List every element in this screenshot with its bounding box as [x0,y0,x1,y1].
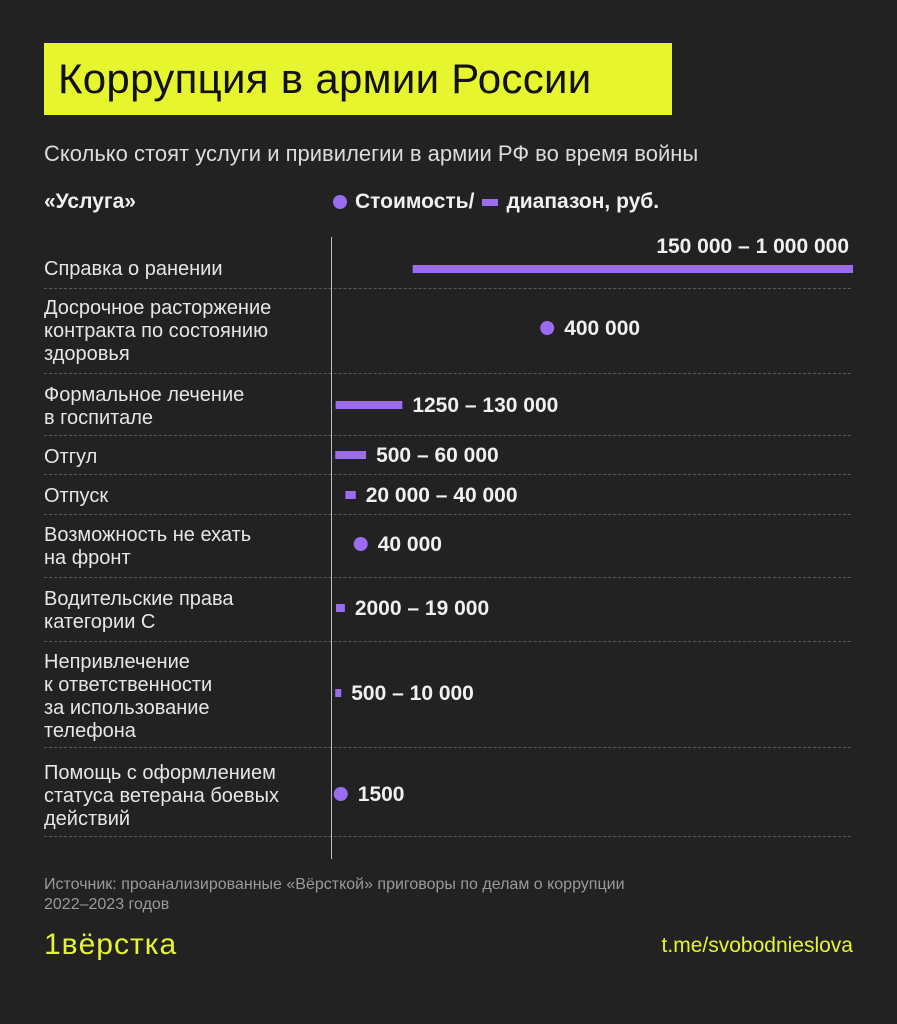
source-line-2: 2022–2023 годов [44,896,170,913]
brand-logo: 1вёрстка [44,928,178,961]
value-label: 500 – 10 000 [351,682,474,705]
value-label: 150 000 – 1 000 000 [656,235,849,258]
row-label-line: к ответственности [44,674,213,696]
value-label: 20 000 – 40 000 [365,484,518,507]
row-label-line: Возможность не ехать [44,524,252,546]
value-label: 1250 – 130 000 [412,394,559,417]
subtitle: Сколько стоят услуги и привилегии в армии РФ во время войны [44,141,699,166]
value-point [354,537,368,551]
value-label: 1500 [357,783,405,806]
row-label-line: контракта по состоянию [44,320,269,342]
row-label-line: Водительские права [44,588,234,610]
range-bar [336,604,345,612]
row-label-line: на фронт [44,547,131,569]
value-label: 2000 – 19 000 [354,597,490,620]
row-label-line: здоровья [44,343,130,365]
value-point [334,787,348,801]
source-note [44,875,804,915]
row-label-line: Справка о ранении [44,258,223,280]
row-label-line: статуса ветерана боевых [44,785,280,807]
value-label: 400 000 [564,317,641,340]
row-label-line: категории C [44,611,156,633]
row-label-line: Отпуск [44,485,109,507]
value-label: 40 000 [377,533,442,556]
range-bar [335,689,341,697]
value-point [540,321,554,335]
service-column-header: «Услуга» [44,190,136,213]
range-bar [336,401,403,409]
page-title: Коррупция в армии России [58,55,592,102]
legend-range-label: диапазон, руб. [506,190,660,213]
source-line-1: Источник: проанализированные «Вёрсткой» приговоры по делам о коррупции [44,876,625,893]
telegram-link[interactable]: t.me/svobodnieslova [661,934,853,957]
row-label-line: действий [44,808,131,830]
row-label-line: Формальное лечение [44,384,245,406]
row-label-line: телефона [44,720,136,742]
value-label: 500 – 60 000 [376,444,499,467]
row-label-line: Отгул [44,446,98,468]
range-bar [413,265,853,273]
row-label-line: за использование [44,697,210,719]
range-bar [335,451,366,459]
range-bar [345,491,355,499]
legend-cost-label: Стоимость/ [355,190,475,213]
row-label-line: Досрочное расторжение [44,297,272,319]
row-label-line: Помощь с оформлением [44,762,276,784]
row-label-line: Непривлечение [44,651,190,673]
row-label-line: в госпитале [44,407,154,429]
